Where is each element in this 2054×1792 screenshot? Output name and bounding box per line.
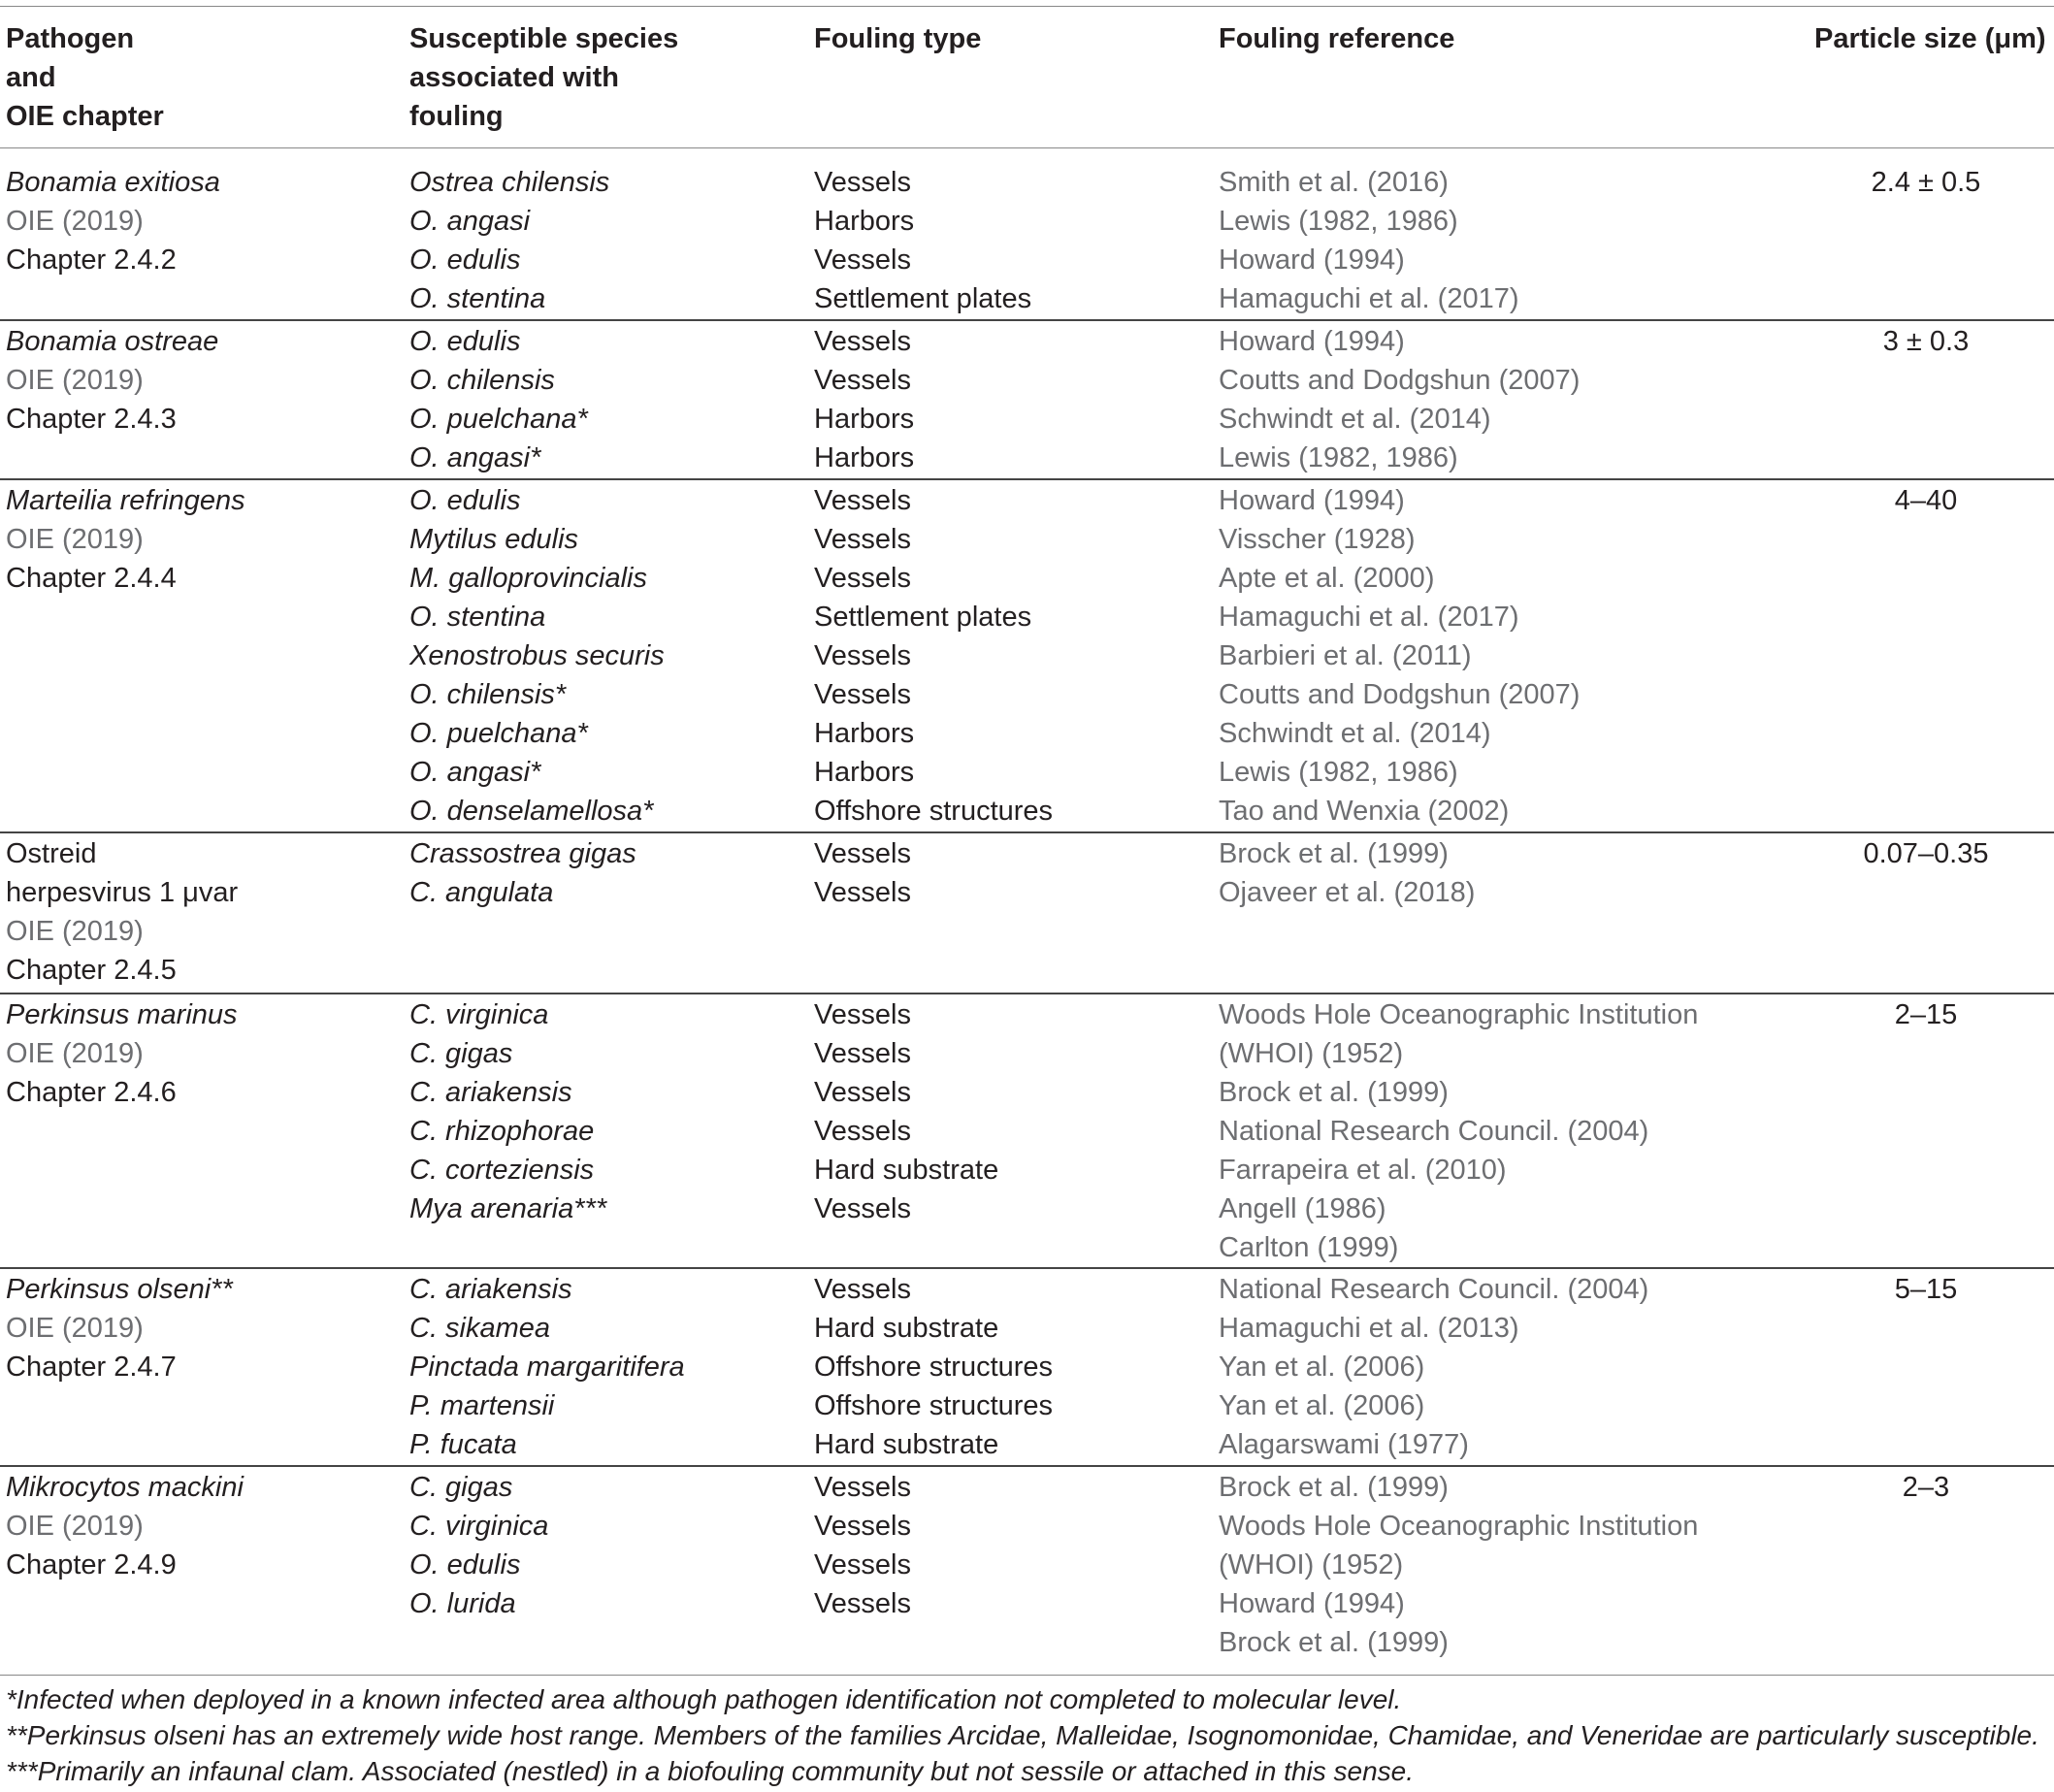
species-cell-line: O. edulis [409, 244, 521, 276]
pathogen-cell-line: Bonamia exitiosa [6, 167, 220, 198]
fouling-type-cell-line: Harbors [814, 718, 915, 749]
fouling-type-cell [814, 1468, 1212, 1623]
fouling-reference-cell-line: National Research Council. (2004) [1219, 1116, 1649, 1147]
species-cell-line: O. lurida [409, 1588, 516, 1619]
fouling-reference-cell-line: Brock et al. (1999) [1219, 838, 1449, 869]
species-cell-line: C. gigas [409, 1472, 513, 1503]
fouling-reference-cell-line: Hamaguchi et al. (2017) [1219, 602, 1519, 633]
pathogen-cell-line: Chapter 2.4.9 [6, 1549, 177, 1580]
fouling-reference-cell [1219, 995, 1801, 1267]
fouling-type-cell-line: Vessels [814, 167, 911, 198]
species-cell-line: O. edulis [409, 1549, 521, 1580]
group-rule [0, 993, 2054, 994]
header-type-line-1: Fouling type [814, 23, 982, 54]
species-cell [409, 481, 807, 831]
fouling-type-cell-line: Vessels [814, 326, 911, 357]
fouling-reference-cell-line: Visscher (1928) [1219, 524, 1416, 555]
particle-size-cell: 2–3 [1902, 1472, 1950, 1503]
fouling-type-cell-line: Harbors [814, 404, 915, 435]
fouling-reference-cell-line: Brock et al. (1999) [1219, 1472, 1449, 1503]
species-cell-line: C. virginica [409, 1511, 549, 1542]
species-cell-line: C. ariakensis [409, 1077, 572, 1108]
footnote-2: **Perkinsus olseni has an extremely wide host range. Members of the families Arcidae, Malleidae, Isognomonidae, Chamidae, and Veneridae are particularly susceptible. [6, 1720, 2039, 1750]
species-cell-line: C. ariakensis [409, 1274, 572, 1305]
fouling-reference-cell-line: Coutts and Dodgshun (2007) [1219, 365, 1581, 396]
header-species-line-3: fouling [409, 101, 504, 132]
group-rule [0, 1465, 2054, 1467]
fouling-reference-cell-line: Farrapeira et al. (2010) [1219, 1155, 1507, 1186]
pathogen-cell [6, 1270, 394, 1386]
table-header-row [0, 19, 2054, 144]
pathogen-cell [6, 1468, 394, 1584]
species-cell-line: Crassostrea gigas [409, 838, 636, 869]
fouling-type-cell-line: Vessels [814, 640, 911, 671]
fouling-type-cell-line: Offshore structures [814, 796, 1054, 827]
fouling-type-cell [814, 1270, 1212, 1464]
pathogen-cell [6, 322, 394, 439]
pathogen-cell-line: Chapter 2.4.5 [6, 955, 177, 986]
particle-size-cell: 2–15 [1894, 999, 1958, 1030]
fouling-type-cell-line: Vessels [814, 563, 911, 594]
footnote-3: ***Primarily an infaunal clam. Associated (nestled) in a biofouling community but not sessile or attached in this sense. [6, 1756, 1415, 1786]
fouling-reference-cell-line: Lewis (1982, 1986) [1219, 206, 1458, 237]
species-cell-line: Xenostrobus securis [409, 640, 665, 671]
pathogen-cell [6, 481, 394, 598]
fouling-reference-cell-line: Howard (1994) [1219, 326, 1405, 357]
particle-size-cell: 5–15 [1894, 1274, 1958, 1305]
fouling-reference-cell-line: Carlton (1999) [1219, 1232, 1399, 1263]
pathogen-cell [6, 834, 394, 990]
fouling-reference-cell-line: Hamaguchi et al. (2013) [1219, 1313, 1519, 1344]
fouling-reference-cell [1219, 834, 1801, 912]
species-cell-line: C. angulata [409, 877, 554, 908]
species-cell-line: P. martensii [409, 1390, 555, 1421]
fouling-reference-cell-line: Woods Hole Oceanographic Institution [1219, 999, 1699, 1030]
species-cell [409, 1468, 807, 1623]
species-cell-line: C. corteziensis [409, 1155, 595, 1186]
species-cell-line: O. puelchana* [409, 404, 588, 435]
fouling-type-cell [814, 481, 1212, 831]
species-cell-line: O. puelchana* [409, 718, 588, 749]
pathogen-cell-line: OIE (2019) [6, 206, 144, 237]
footnote-1: *Infected when deployed in a known infected area although pathogen identification not completed to molecular level. [6, 1684, 1402, 1714]
pathogen-cell-line: OIE (2019) [6, 524, 144, 555]
species-cell-line: O. angasi [409, 206, 531, 237]
pathogen-cell-line: Perkinsus olseni** [6, 1274, 233, 1305]
fouling-type-cell [814, 163, 1212, 318]
fouling-type-cell-line: Hard substrate [814, 1429, 999, 1460]
group-rule [0, 831, 2054, 833]
fouling-reference-cell-line: Schwindt et al. (2014) [1219, 404, 1491, 435]
pathogen-cell-line: OIE (2019) [6, 916, 144, 947]
footnotes [6, 1681, 2039, 1789]
pathogen-cell-line: Chapter 2.4.7 [6, 1352, 177, 1383]
pathogen-cell [6, 163, 394, 279]
group-rule [0, 1267, 2054, 1269]
species-cell-line: C. virginica [409, 999, 549, 1030]
species-cell-line: O. angasi* [409, 442, 541, 473]
particle-size-cell: 3 ± 0.3 [1882, 326, 1970, 357]
pathogen-cell-line: OIE (2019) [6, 1313, 144, 1344]
fouling-type-cell-line: Vessels [814, 524, 911, 555]
species-cell-line: Mytilus edulis [409, 524, 579, 555]
fouling-reference-cell-line: Barbieri et al. (2011) [1219, 640, 1472, 671]
species-cell-line: O. chilensis* [409, 679, 567, 710]
species-cell-line: O. angasi* [409, 757, 541, 788]
fouling-type-cell-line: Harbors [814, 206, 915, 237]
particle-size-cell: 2.4 ± 0.5 [1871, 167, 1981, 198]
fouling-type-cell-line: Vessels [814, 1077, 911, 1108]
fouling-reference-cell-line: Yan et al. (2006) [1219, 1390, 1425, 1421]
fouling-type-cell-line: Vessels [814, 365, 911, 396]
fouling-type-cell-line: Settlement plates [814, 283, 1032, 314]
header-species [409, 19, 678, 136]
fouling-type-cell-line: Vessels [814, 877, 911, 908]
fouling-reference-cell-line: Coutts and Dodgshun (2007) [1219, 679, 1581, 710]
header-pathogen-line-1: Pathogen [6, 23, 135, 54]
fouling-type-cell-line: Vessels [814, 1038, 911, 1069]
fouling-reference-cell-line: Woods Hole Oceanographic Institution [1219, 1511, 1699, 1542]
fouling-type-cell-line: Vessels [814, 838, 911, 869]
fouling-reference-cell-line: Ojaveer et al. (2018) [1219, 877, 1476, 908]
fouling-type-cell-line: Hard substrate [814, 1155, 999, 1186]
species-cell-line: O. edulis [409, 485, 521, 516]
species-cell-line: O. edulis [409, 326, 521, 357]
pathogen-cell-line: Mikrocytos mackini [6, 1472, 244, 1503]
particle-size-cell: 4–40 [1894, 485, 1958, 516]
pathogen-cell-line: OIE (2019) [6, 365, 144, 396]
fouling-reference-cell [1219, 1270, 1801, 1464]
fouling-reference-cell-line: Angell (1986) [1219, 1193, 1386, 1224]
fouling-reference-cell-line: National Research Council. (2004) [1219, 1274, 1649, 1305]
species-cell [409, 995, 807, 1228]
species-cell [409, 322, 807, 477]
species-cell-line: M. galloprovincialis [409, 563, 647, 594]
group-rule [0, 478, 2054, 480]
particle-size-cell: 0.07–0.35 [1863, 838, 1989, 869]
fouling-type-cell-line: Vessels [814, 1549, 911, 1580]
header-species-line-2: associated with [409, 62, 619, 93]
fouling-type-cell-line: Vessels [814, 999, 911, 1030]
fouling-reference-cell [1219, 481, 1801, 831]
fouling-type-cell-line: Harbors [814, 442, 915, 473]
fouling-reference-cell-line: Schwindt et al. (2014) [1219, 718, 1491, 749]
pathogen-cell-line: OIE (2019) [6, 1511, 144, 1542]
fouling-type-cell-line: Vessels [814, 1511, 911, 1542]
fouling-type-cell-line: Hard substrate [814, 1313, 999, 1344]
fouling-type-cell-line: Vessels [814, 1116, 911, 1147]
fouling-reference-cell [1219, 163, 1801, 318]
header-rule [0, 147, 2054, 148]
header-reference-line-1: Fouling reference [1219, 23, 1455, 54]
fouling-reference-cell-line: (WHOI) (1952) [1219, 1038, 1404, 1069]
fouling-type-cell-line: Vessels [814, 1193, 911, 1224]
header-pathogen [6, 19, 164, 136]
fouling-type-cell [814, 995, 1212, 1228]
pathogen-cell-line: Chapter 2.4.4 [6, 563, 177, 594]
pathogen-cell-line: Bonamia ostreae [6, 326, 219, 357]
header-size-line-1: Particle size (μm) [1814, 23, 2046, 54]
species-cell-line: C. sikamea [409, 1313, 551, 1344]
header-pathogen-line-3: OIE chapter [6, 101, 164, 132]
fouling-reference-cell-line: Lewis (1982, 1986) [1219, 442, 1458, 473]
fouling-type-cell-line: Vessels [814, 1588, 911, 1619]
species-cell [409, 834, 807, 912]
fouling-type-cell-line: Settlement plates [814, 602, 1032, 633]
pathogen-cell-line: herpesvirus 1 μvar [6, 877, 239, 908]
fouling-type-cell-line: Vessels [814, 244, 911, 276]
species-cell-line: P. fucata [409, 1429, 517, 1460]
fouling-reference-cell-line: Brock et al. (1999) [1219, 1077, 1449, 1108]
fouling-reference-cell-line: Howard (1994) [1219, 1588, 1405, 1619]
fouling-reference-cell-line: Tao and Wenxia (2002) [1219, 796, 1510, 827]
fouling-type-cell-line: Vessels [814, 485, 911, 516]
species-cell [409, 163, 807, 318]
fouling-reference-cell [1219, 322, 1801, 477]
species-cell-line: O. denselamellosa* [409, 796, 654, 827]
header-species-line-1: Susceptible species [409, 23, 679, 54]
fouling-type-cell-line: Vessels [814, 1472, 911, 1503]
pathogen-cell [6, 995, 394, 1112]
fouling-reference-cell [1219, 1468, 1801, 1662]
fouling-reference-cell-line: Howard (1994) [1219, 485, 1405, 516]
species-cell-line: O. stentina [409, 602, 546, 633]
fouling-type-cell-line: Offshore structures [814, 1390, 1054, 1421]
header-fouling-reference [1219, 19, 1454, 58]
species-cell-line: C. gigas [409, 1038, 513, 1069]
fouling-reference-cell-line: Smith et al. (2016) [1219, 167, 1449, 198]
pathogen-cell-line: Perkinsus marinus [6, 999, 238, 1030]
fouling-type-cell-line: Vessels [814, 679, 911, 710]
pathogen-cell-line: Chapter 2.4.3 [6, 404, 177, 435]
pathogen-cell-line: Ostreid [6, 838, 97, 869]
pathogen-cell-line: Chapter 2.4.6 [6, 1077, 177, 1108]
fouling-reference-cell-line: Apte et al. (2000) [1219, 563, 1435, 594]
group-rule [0, 319, 2054, 321]
species-cell [409, 1270, 807, 1464]
fouling-type-cell-line: Offshore structures [814, 1352, 1054, 1383]
species-cell-line: O. chilensis [409, 365, 555, 396]
fouling-reference-cell-line: Yan et al. (2006) [1219, 1352, 1425, 1383]
fouling-reference-cell-line: Lewis (1982, 1986) [1219, 757, 1458, 788]
header-pathogen-line-2: and [6, 62, 56, 93]
header-particle-size [1814, 19, 2046, 58]
species-cell-line: O. stentina [409, 283, 546, 314]
fouling-type-cell-line: Vessels [814, 1274, 911, 1305]
pathogen-cell-line: OIE (2019) [6, 1038, 144, 1069]
fouling-reference-cell-line: Brock et al. (1999) [1219, 1627, 1449, 1658]
fouling-type-cell [814, 834, 1212, 912]
pathogen-cell-line: Marteilia refringens [6, 485, 245, 516]
pathogen-cell-line: Chapter 2.4.2 [6, 244, 177, 276]
species-cell-line: Ostrea chilensis [409, 167, 610, 198]
fouling-reference-cell-line: Howard (1994) [1219, 244, 1405, 276]
fouling-type-cell [814, 322, 1212, 477]
header-fouling-type [814, 19, 981, 58]
fouling-reference-cell-line: Hamaguchi et al. (2017) [1219, 283, 1519, 314]
top-rule [0, 6, 2054, 7]
fouling-type-cell-line: Harbors [814, 757, 915, 788]
fouling-reference-cell-line: Alagarswami (1977) [1219, 1429, 1469, 1460]
group-rule [0, 1675, 2054, 1676]
species-cell-line: Mya arenaria*** [409, 1193, 607, 1224]
fouling-reference-cell-line: (WHOI) (1952) [1219, 1549, 1404, 1580]
species-cell-line: C. rhizophorae [409, 1116, 595, 1147]
species-cell-line: Pinctada margaritifera [409, 1352, 685, 1383]
